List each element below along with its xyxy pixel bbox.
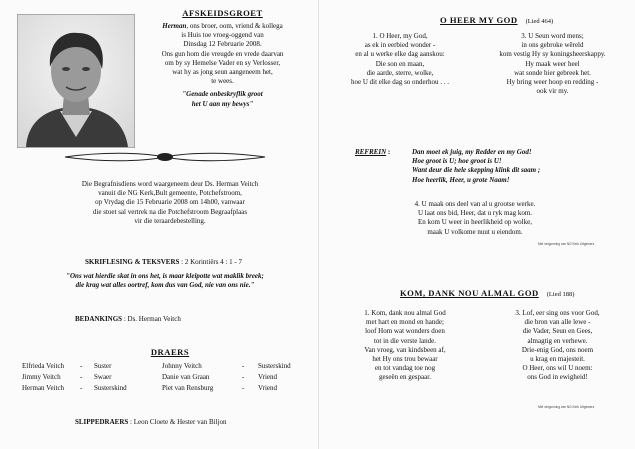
funeral-line: vanuit die NG Kerk,Bult gemeente, Potchefstroom, bbox=[98, 189, 242, 198]
verse-line: loof Hom wat wonders doen bbox=[365, 327, 445, 336]
slippedraers-label: SLIPPEDRAERS bbox=[75, 418, 129, 426]
draer-role: Vriend bbox=[258, 373, 278, 381]
refrein-line: Hoe groot is U; hoe groot is U! bbox=[412, 157, 502, 166]
funeral-line: op Vrydag die 15 Februarie 2008 om 14h00, vanwaar bbox=[95, 198, 245, 207]
slippedraers-row bbox=[75, 418, 315, 427]
scripture-quote-line: "Ons wat hierdie skat in ons het, is maar kleipotte wat maklik breek; bbox=[66, 272, 264, 280]
draer-dash: - bbox=[80, 384, 83, 392]
bedankings-label: BEDANKINGS bbox=[75, 315, 123, 323]
refrein-label-row bbox=[355, 148, 390, 157]
verse-line: O Heer, ons wil U noem: bbox=[522, 364, 593, 373]
draers-row bbox=[22, 362, 312, 373]
verse-line: wat sonde hier gebreek het. bbox=[514, 68, 591, 77]
hymn2-verse3 bbox=[490, 309, 625, 383]
draer-role: Susterskind bbox=[94, 384, 127, 392]
verse-line: en al u werke elke dag aanskou: bbox=[355, 50, 445, 59]
draer-dash: - bbox=[80, 362, 83, 370]
verse-line: ons God in ewigheid! bbox=[527, 373, 588, 382]
slippedraers-text: : Leon Cloete & Hester van Biljon bbox=[130, 418, 227, 426]
draer-dash: - bbox=[242, 362, 245, 370]
hymn1-title: O HEER MY GOD bbox=[440, 15, 518, 25]
verse-line: in ons gebroke wêreld bbox=[521, 41, 584, 50]
verse-line: Hy maak weer heel bbox=[525, 59, 580, 68]
verse-line: maak U volkome nuut u eiendom. bbox=[427, 227, 523, 236]
verse-line: geseën en gespaar. bbox=[379, 373, 431, 382]
verse-line: met hart en mond en hande; bbox=[366, 318, 444, 327]
verse-line: almagtig en verhewe. bbox=[527, 336, 588, 345]
verse-line: die aarde, sterre, wolke, bbox=[366, 68, 434, 77]
draer-role: Suster bbox=[94, 362, 112, 370]
ornament-divider-left bbox=[60, 150, 270, 164]
draer-name: Piet van Rensburg bbox=[162, 384, 214, 392]
draer-dash: - bbox=[242, 373, 245, 381]
intro-line: te wees. bbox=[211, 77, 234, 86]
hymn1-ref: (Lied 464) bbox=[525, 18, 554, 25]
quote-line: het U aan my bewys" bbox=[191, 99, 254, 108]
verse-line: Die son en maan, bbox=[375, 59, 425, 68]
verse-line: Hy bring weer hoop en redding - bbox=[506, 78, 599, 87]
hymn1-credit: Met vergunning van NG Kerk Uitgewers bbox=[538, 242, 595, 246]
refrein-colon: : bbox=[387, 148, 391, 156]
verse-line: 1. O Heer, my God, bbox=[372, 32, 428, 40]
quote-line: "Genade onbeskryflik groot bbox=[182, 90, 263, 99]
intro-line: wat hy as jong seun aangeneem het, bbox=[172, 68, 273, 77]
verse-line: Van vroeg, van kindsbeen af, bbox=[364, 345, 446, 354]
ornament-icon bbox=[60, 150, 270, 164]
draer-dash: - bbox=[242, 384, 245, 392]
intro-line: Herman, ons broer, oom, vriend & kollega bbox=[162, 22, 283, 30]
funeral-line: die stoet sal vertrek na die Potchefstroom Begraafplaas bbox=[92, 207, 248, 216]
quote-text bbox=[140, 90, 305, 108]
draer-name: Herman Veitch bbox=[22, 384, 65, 392]
hymn2-ref: (Lied 188) bbox=[546, 291, 575, 298]
intro-line: Ons gun hom die vreugde en vrede daarvan bbox=[161, 49, 284, 58]
funeral-line: vir die teraardebestelling. bbox=[134, 216, 206, 225]
hymn1-title-row bbox=[440, 10, 610, 28]
draers-title: DRAERS bbox=[150, 347, 190, 357]
verse-line: U laat ons bid, Heer, dat u ryk mag kom. bbox=[417, 209, 533, 218]
hymn2-verse1 bbox=[335, 309, 475, 383]
draers-list bbox=[22, 362, 312, 395]
draer-dash: - bbox=[80, 373, 83, 381]
refrein-label: REFREIN bbox=[355, 148, 387, 156]
draer-name: Jimmy Veitch bbox=[22, 373, 61, 381]
draer-name: Johnny Veitch bbox=[162, 362, 202, 370]
scripture-quote-line: die krag wat alles oortref, kom dus van God, nie van ons nie." bbox=[75, 281, 255, 290]
scripture-label: SKRIFLESING & TEKSVERS bbox=[85, 258, 180, 266]
portrait-photo bbox=[17, 14, 135, 148]
draer-name: Danie van Graan bbox=[162, 373, 210, 381]
draer-role: Vriend bbox=[258, 384, 278, 392]
verse-line: die Vader, Seun en Gees, bbox=[522, 327, 593, 336]
draer-role: Susterskind bbox=[258, 362, 291, 370]
funeral-line: Die Begrafnisdiens word waargeneem deur Ds. Herman Veitch bbox=[81, 180, 259, 188]
verse-line: 1. Kom, dank nou almal God bbox=[364, 309, 446, 317]
refrein-text bbox=[412, 148, 627, 185]
verse-line: en tot vandag toe nog bbox=[374, 364, 436, 373]
bedankings-row bbox=[75, 315, 305, 324]
verse-line: 3. U Seun word mens; bbox=[521, 32, 584, 40]
scripture-text: : 2 Korintiërs 4 : 1 - 7 bbox=[181, 258, 243, 266]
hymn1-verse3 bbox=[480, 32, 625, 96]
intro-line: om by sy Hemelse Vader en sy Verlosser, bbox=[164, 58, 281, 67]
refrein-line: Hoe heerlik, Heer, u grote Naam! bbox=[412, 175, 510, 184]
verse-line: Drie-enig God, ons noem bbox=[521, 345, 594, 354]
intro-line: is Huis toe vroeg-oggend van bbox=[181, 31, 264, 40]
scripture-quote bbox=[15, 272, 315, 290]
verse-line: 4. U maak ons deel van al u grootse werke. bbox=[414, 200, 536, 208]
draer-role: Swaer bbox=[94, 373, 112, 381]
intro-line: Dinsdag 12 Februarie 2008. bbox=[183, 40, 262, 49]
verse-line: ook vir my. bbox=[536, 87, 569, 96]
verse-line: hoe U dit elke dag so onderhou . . . bbox=[351, 78, 449, 87]
hymn2-credit: Met vergunning van NG Kerk Uitgewers bbox=[538, 405, 595, 409]
draer-name: Elfrieda Veitch bbox=[22, 362, 65, 370]
verse-line: tot in die verste lande. bbox=[373, 336, 436, 345]
hymn1-verse1 bbox=[330, 32, 470, 87]
refrein-line: Dan moet ek juig, my Redder en my God! bbox=[412, 148, 532, 156]
verse-line: as ek in eerbied wonder - bbox=[364, 41, 436, 50]
verse-line: het Hy ons trou bewaar bbox=[372, 355, 438, 364]
hymn2-title: KOM, DANK NOU ALMAL GOD bbox=[400, 288, 539, 298]
scripture-row bbox=[85, 258, 315, 267]
afskeidsgroet-title: AFSKEIDSGROET bbox=[182, 8, 263, 18]
verse-line: die bron van alle lewe - bbox=[524, 318, 591, 327]
center-fold bbox=[318, 0, 319, 449]
refrein-line: Want deur die hele skepping klink dit saam ; bbox=[412, 166, 541, 175]
bedankings-text: : Ds. Herman Veitch bbox=[123, 315, 181, 323]
draers-row bbox=[22, 373, 312, 384]
verse-line: En kom U weer in heerlikheid op wolke, bbox=[418, 218, 532, 227]
intro-text bbox=[140, 22, 305, 86]
verse-line: kom vestig Hy sy koningsheerskappy. bbox=[499, 50, 606, 59]
hymn1-verse4 bbox=[375, 200, 575, 237]
hymn2-title-row bbox=[400, 283, 630, 301]
verse-line: 3. Lof, eer sing ons voor God, bbox=[515, 309, 600, 317]
portrait-photo-icon bbox=[18, 15, 134, 147]
funeral-info bbox=[20, 180, 320, 226]
verse-line: u krag en majesteit. bbox=[530, 355, 585, 364]
draers-row bbox=[22, 384, 312, 395]
